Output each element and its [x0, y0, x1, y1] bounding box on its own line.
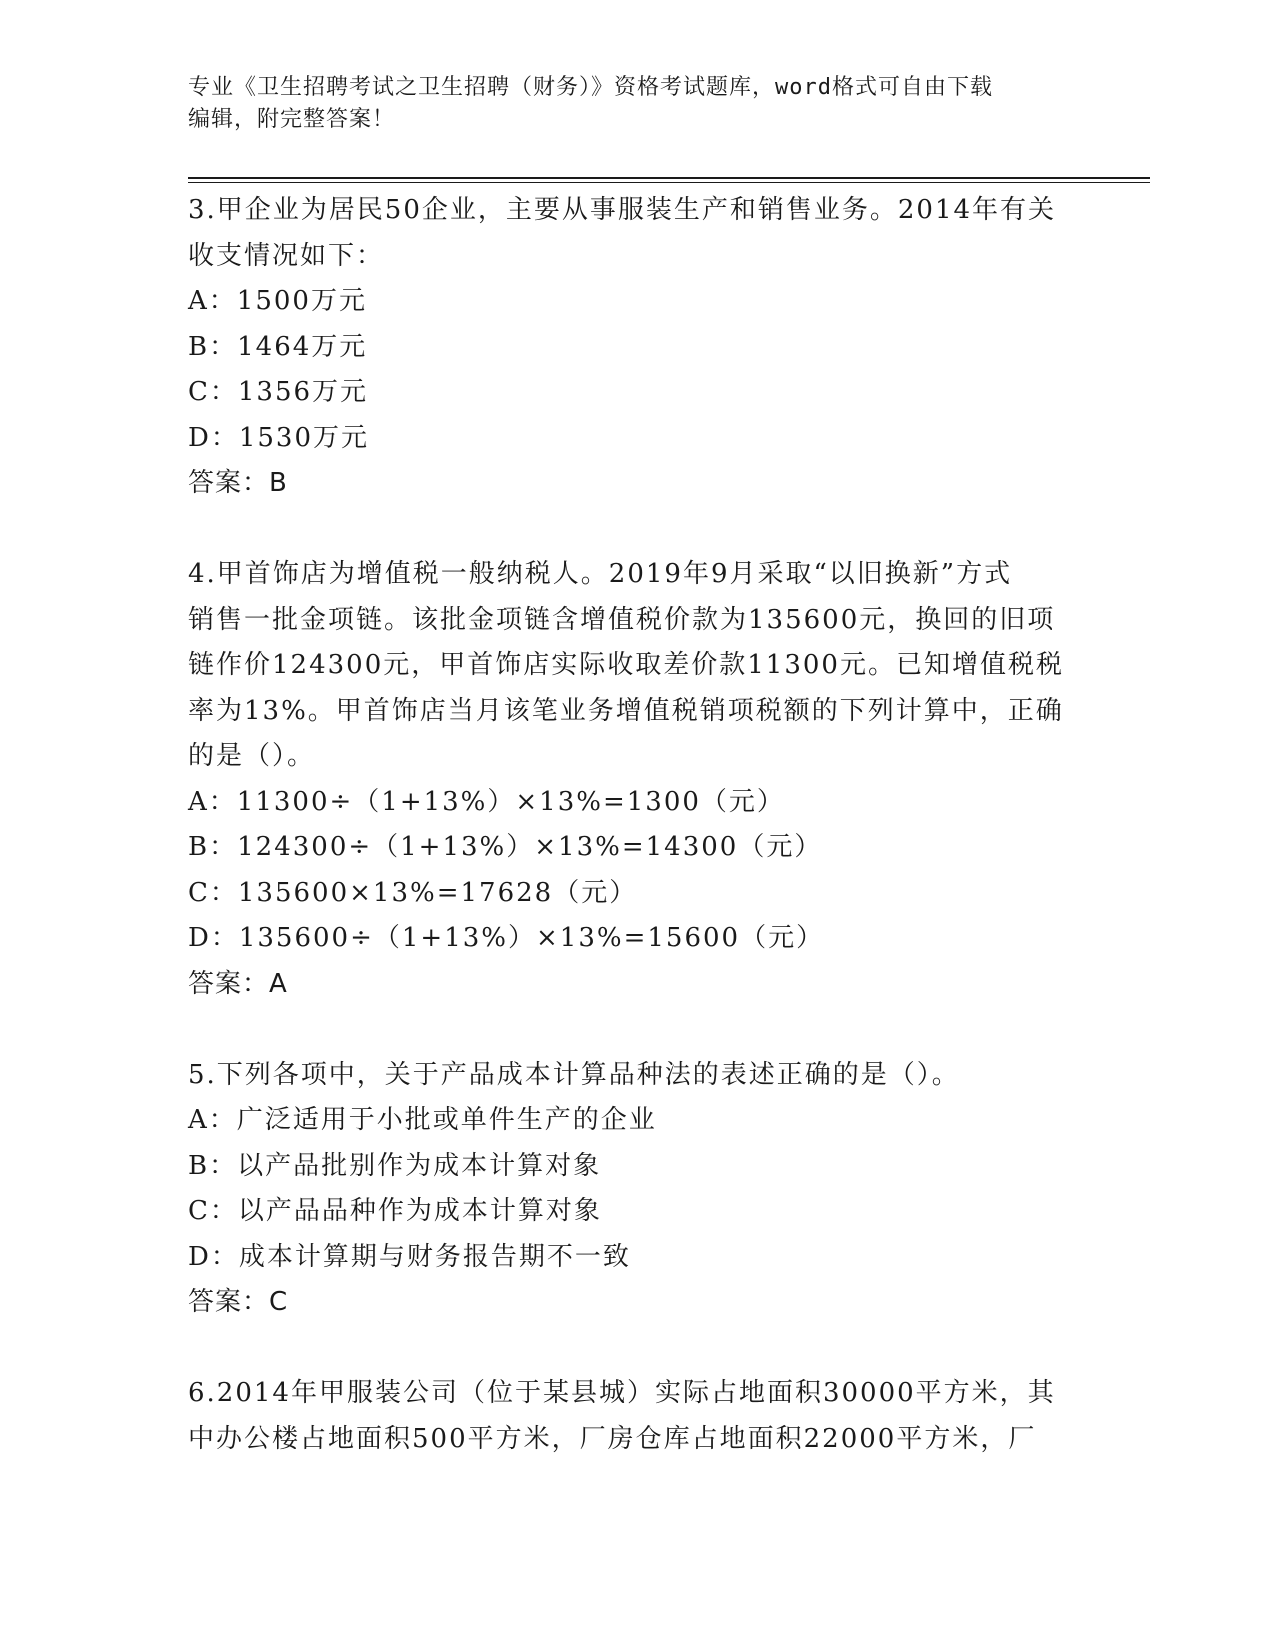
document-header — [188, 72, 1068, 136]
question-4 — [188, 552, 1088, 1007]
question-stem-line: 6.2014年甲服装公司（位于某县城）实际占地面积30000平方米，其 — [188, 1378, 1056, 1408]
header-line-1: 专业《卫生招聘考试之卫生招聘（财务）》资格考试题库，word格式可自由下载 — [188, 75, 993, 100]
question-stem-line: 中办公楼占地面积500平方米，厂房仓库占地面积22000平方米，厂 — [188, 1423, 1037, 1454]
question-stem-line: 3.甲企业为居民50企业，主要从事服装生产和销售业务。2014年有关 — [188, 195, 1057, 225]
question-3 — [188, 188, 1088, 507]
spacer — [188, 1007, 1088, 1053]
question-6 — [188, 1371, 1088, 1462]
spacer — [188, 1326, 1088, 1372]
question-stem-line: 链作价124300元，甲首饰店实际收取差价款11300元。已知增值税税 — [188, 650, 1064, 680]
question-list — [188, 188, 1088, 1462]
option-c: C：1356万元 — [188, 377, 369, 407]
question-stem-line: 4.甲首饰店为增值税一般纳税人。2019年9月采取“以旧换新”方式 — [188, 559, 1013, 589]
option-d: D：135600÷（1+13%）×13%=15600（元） — [188, 923, 825, 953]
option-d: D：成本计算期与财务报告期不一致 — [188, 1241, 631, 1272]
answer-line: 答案：A — [188, 968, 288, 999]
option-b: B：1464万元 — [188, 331, 368, 362]
answer-line: 答案：C — [188, 1287, 289, 1317]
answer-line: 答案：B — [188, 468, 288, 498]
option-a: A：广泛适用于小批或单件生产的企业 — [188, 1105, 657, 1135]
spacer — [188, 507, 1088, 553]
option-b: B：124300÷（1+13%）×13%=14300（元） — [188, 832, 823, 862]
question-stem-line: 销售一批金项链。该批金项链含增值税价款为135600元，换回的旧项 — [188, 604, 1056, 635]
option-a: A：1500万元 — [188, 286, 367, 316]
question-stem-line: 的是（）。 — [188, 741, 316, 771]
option-a: A：11300÷（1+13%）×13%=1300（元） — [188, 786, 785, 817]
question-stem-line: 收支情况如下： — [188, 240, 385, 271]
question-5 — [188, 1053, 1088, 1326]
question-stem-line: 5.下列各项中，关于产品成本计算品种法的表述正确的是（）。 — [188, 1059, 960, 1090]
option-d: D：1530万元 — [188, 422, 370, 453]
option-b: B：以产品批别作为成本计算对象 — [188, 1150, 602, 1181]
option-c: C：以产品品种作为成本计算对象 — [188, 1196, 602, 1226]
header-divider-thick — [188, 177, 1150, 179]
header-divider-thin — [188, 182, 1150, 183]
header-line-2: 编辑，附完整答案！ — [188, 107, 396, 132]
option-c: C：135600×13%=17628（元） — [188, 877, 638, 908]
question-stem-line: 率为13%。甲首饰店当月该笔业务增值税销项税额的下列计算中，正确 — [188, 695, 1064, 726]
